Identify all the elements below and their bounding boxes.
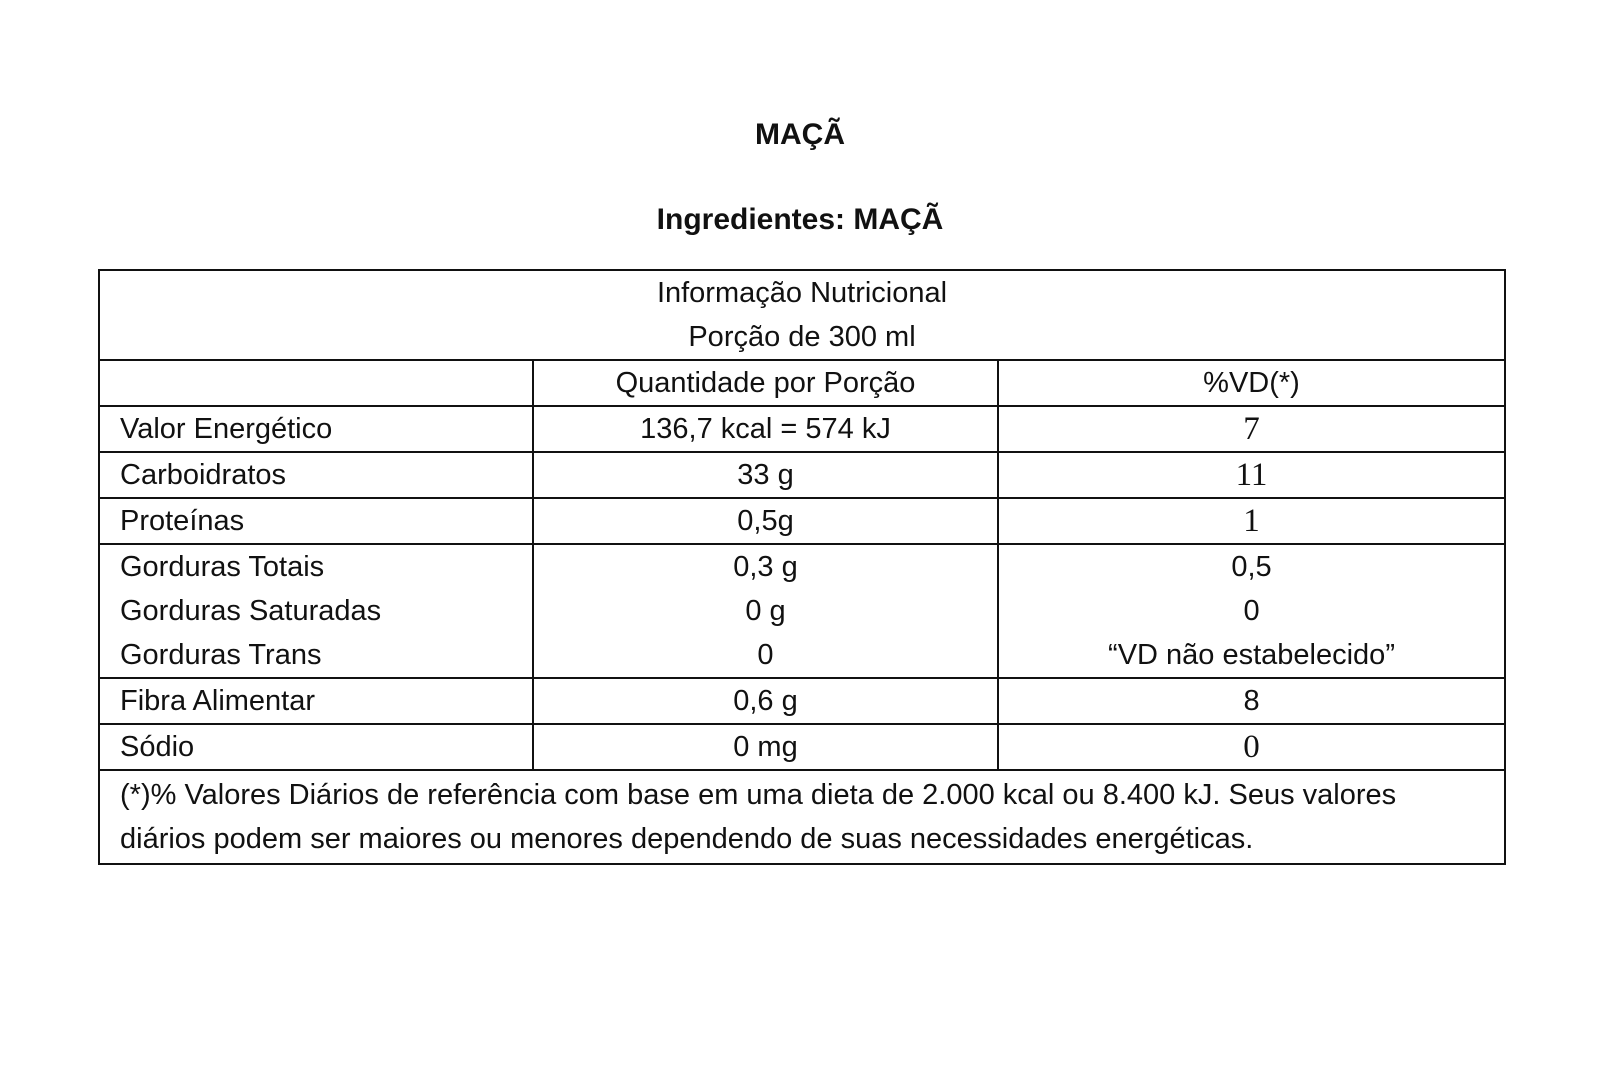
fat-quantities-cell	[533, 544, 998, 678]
nutrition-table	[98, 269, 1506, 865]
nutrient-name: Fibra Alimentar	[99, 678, 533, 724]
nutrient-quantity: 0	[757, 639, 774, 671]
column-header-quantity: Quantidade por Porção	[533, 360, 998, 406]
nutrient-name: Sódio	[99, 724, 533, 770]
table-row	[99, 724, 1505, 770]
nutrient-quantity: 33 g	[533, 452, 998, 498]
nutrient-quantity: 0,6 g	[533, 678, 998, 724]
nutrient-vd: 0,5	[1231, 551, 1272, 583]
ingredients-line: Ingredientes: MAÇÃ	[656, 203, 944, 236]
fat-names-cell	[99, 544, 533, 678]
column-header-row	[99, 360, 1505, 406]
nutrient-quantity: 136,7 kcal = 574 kJ	[533, 406, 998, 452]
table-row	[99, 406, 1505, 452]
product-title: MAÇÃ	[755, 118, 845, 151]
nutrient-vd: 8	[998, 678, 1505, 724]
nutrient-name: Valor Energético	[99, 406, 533, 452]
table-row-fats	[99, 544, 1505, 678]
table-header-title: Informação Nutricional	[656, 277, 948, 309]
table-row	[99, 452, 1505, 498]
nutrient-vd: 1	[998, 498, 1505, 544]
nutrient-name: Carboidratos	[99, 452, 533, 498]
table-header-row	[99, 270, 1505, 360]
nutrient-quantity: 0,3 g	[733, 551, 798, 583]
footnote: (*)% Valores Diários de referência com base em uma dieta de 2.000 kcal ou 8.400 kJ. Seus valores diários podem ser maiores ou menores dependendo de suas necessidades energéticas.	[99, 770, 1505, 864]
table-row	[99, 678, 1505, 724]
nutrient-name: Proteínas	[99, 498, 533, 544]
fat-vd-cell	[998, 544, 1505, 678]
nutrient-vd: “VD não estabelecido”	[1108, 639, 1395, 671]
nutrient-name: Gorduras Saturadas	[120, 595, 382, 627]
table-header-serving: Porção de 300 ml	[688, 321, 916, 353]
nutrient-name: Gorduras Trans	[120, 639, 322, 671]
column-header-empty	[99, 360, 533, 406]
nutrient-quantity: 0 mg	[533, 724, 998, 770]
table-row	[99, 498, 1505, 544]
footnote-row	[99, 770, 1505, 864]
nutrient-quantity: 0 g	[745, 595, 786, 627]
nutrient-vd: 11	[998, 452, 1505, 498]
nutrient-vd: 7	[998, 406, 1505, 452]
table-header	[99, 270, 1505, 360]
nutrient-vd: 0	[1243, 595, 1260, 627]
nutrient-name: Gorduras Totais	[120, 551, 325, 583]
nutrient-vd: 0	[998, 724, 1505, 770]
column-header-vd: %VD(*)	[998, 360, 1505, 406]
nutrient-quantity: 0,5g	[533, 498, 998, 544]
